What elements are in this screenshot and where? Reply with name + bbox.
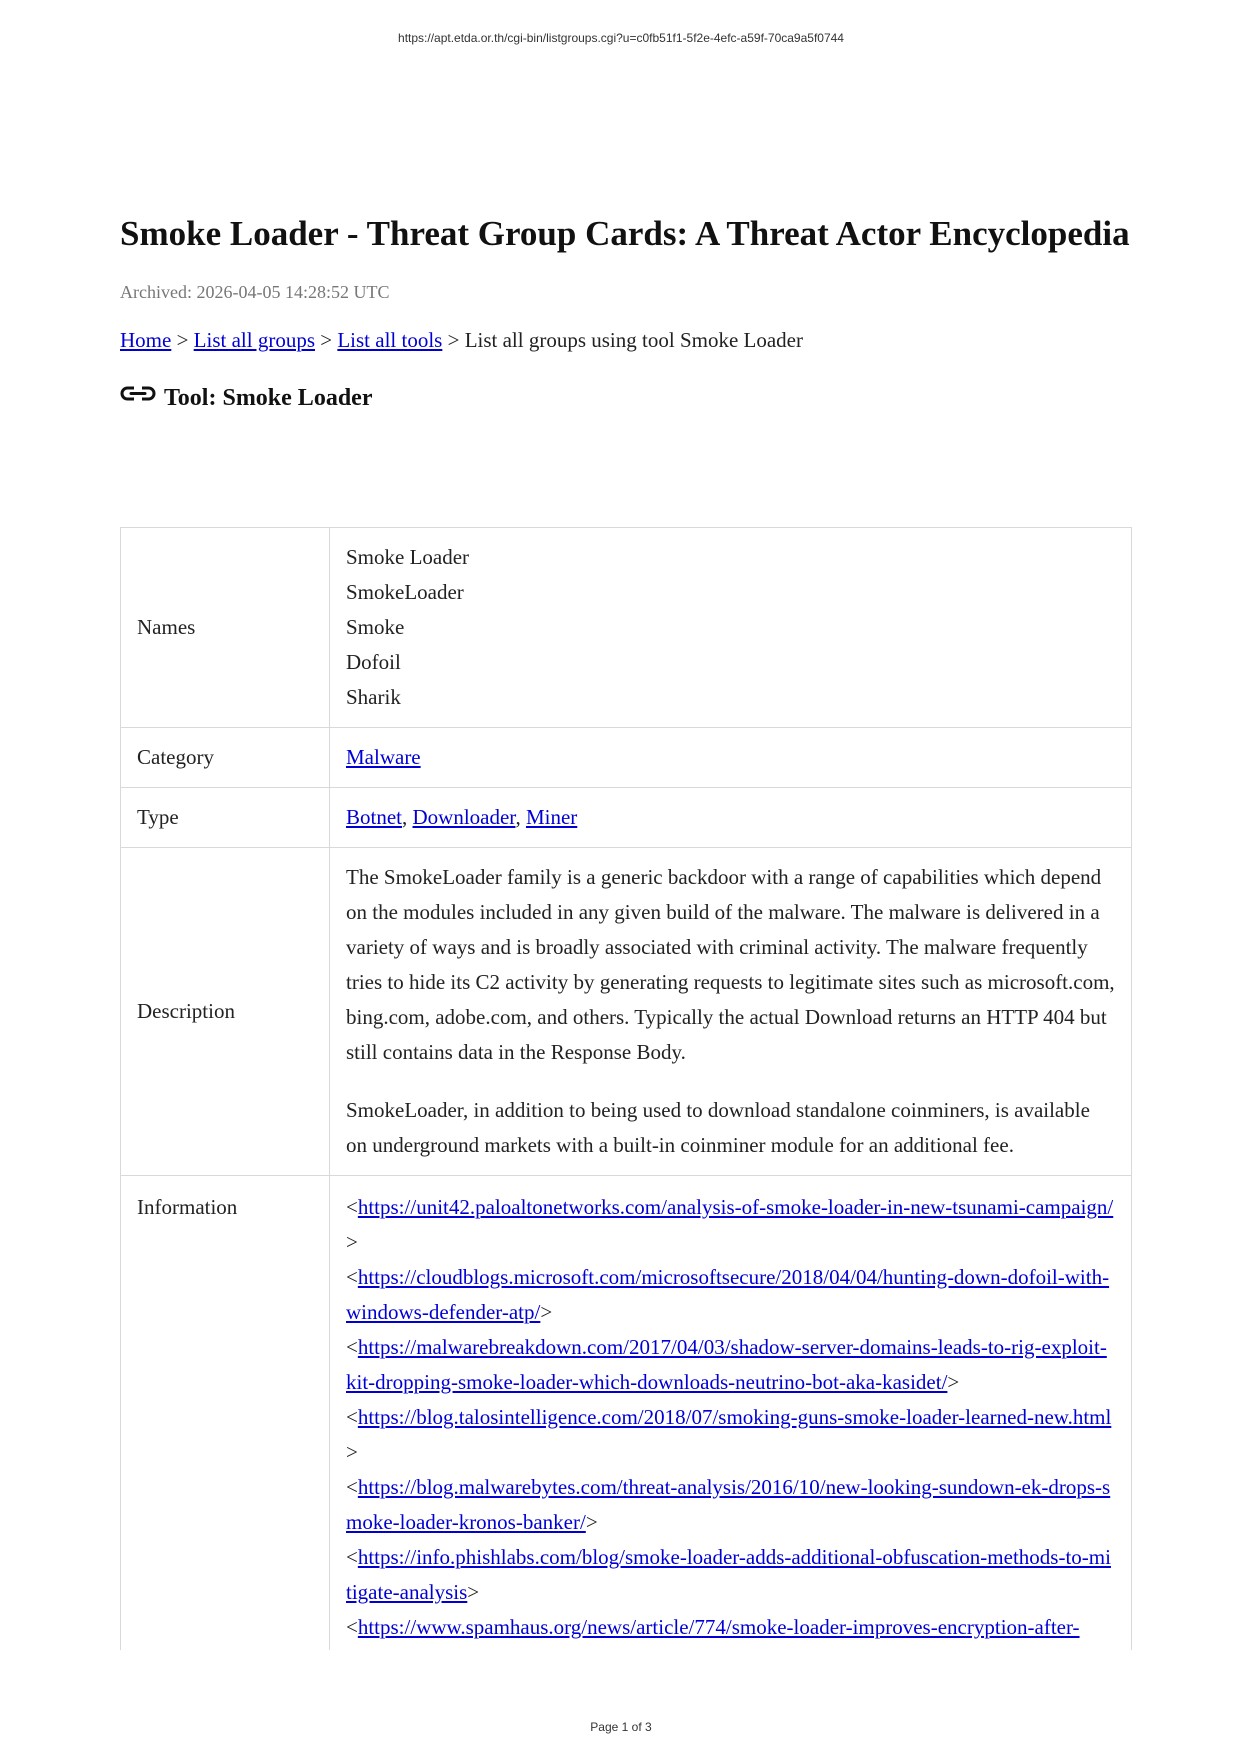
name-item: Sharik [346, 685, 401, 709]
name-item: Smoke [346, 615, 405, 639]
information-label: Information [121, 1176, 330, 1651]
info-link[interactable]: https://blog.malwarebytes.com/threat-analysis/2016/10/new-looking-sundown-ek-drops-smoke-loader-kronos-banker/ [346, 1475, 1111, 1534]
row-category [121, 728, 1131, 788]
bracket: > [346, 1440, 358, 1464]
bracket: < [346, 1475, 358, 1499]
breadcrumb-list-groups-link[interactable]: List all groups [193, 328, 315, 352]
row-names [121, 528, 1131, 728]
info-link[interactable]: https://unit42.paloaltonetworks.com/analysis-of-smoke-loader-in-new-tsunami-campaign/ [357, 1195, 1114, 1219]
info-link[interactable]: https://info.phishlabs.com/blog/smoke-loader-adds-additional-obfuscation-methods-to-mitigate-analysis [346, 1545, 1111, 1604]
breadcrumb-separator: > [320, 328, 333, 352]
info-link[interactable]: https://blog.talosintelligence.com/2018/07/smoking-guns-smoke-loader-learned-new.html [357, 1405, 1112, 1429]
bracket: > [947, 1370, 960, 1394]
archived-timestamp: Archived: 2026-04-05 14:28:52 UTC [120, 282, 390, 302]
page-title: Smoke Loader - Threat Group Cards: A Threat Actor Encyclopedia [120, 214, 1130, 253]
info-link-item [346, 1260, 1115, 1330]
type-downloader-link[interactable]: Downloader [412, 805, 516, 829]
link-icon [120, 382, 156, 406]
page-url: https://apt.etda.or.th/cgi-bin/listgroups.cgi?u=c0fb51f1-5f2e-4efc-a59f-70ca9a5f0744 [398, 31, 844, 45]
row-information [121, 1176, 1131, 1651]
description-label: Description [121, 848, 330, 1176]
tool-card [120, 527, 1132, 1650]
category-value [330, 728, 1132, 788]
category-malware-link[interactable]: Malware [346, 745, 421, 769]
breadcrumb-list-tools-link[interactable]: List all tools [337, 328, 443, 352]
description-paragraph: SmokeLoader, in addition to being used to download standalone coinminers, is available on underground markets with a built-in coinminer module for an additional fee. [346, 1098, 1090, 1157]
breadcrumb-current: List all groups using tool Smoke Loader [464, 328, 803, 352]
bracket: < [346, 1615, 358, 1639]
info-link[interactable]: https://cloudblogs.microsoft.com/microsoftsecure/2018/04/04/hunting-down-dofoil-with-windows-defender-atp/ [346, 1265, 1110, 1324]
description-paragraph: The SmokeLoader family is a generic backdoor with a range of capabilities which depend on the modules included in any given build of the malware. The malware is delivered in a variety of ways and is broadly associated with criminal activity. The malware frequently tries to hide its C2 activity by generating requests to legitimate sites such as microsoft.com, bing.com, adobe.com, and others. Typically the actual Download returns an HTTP 404 but still contains data in the Response Body. [346, 865, 1115, 1064]
tool-table [121, 528, 1131, 1650]
name-item: Dofoil [346, 650, 401, 674]
bracket: > [346, 1230, 358, 1254]
tool-heading [120, 385, 1130, 412]
bracket: > [585, 1510, 598, 1534]
page-footer: Page 1 of 3 [590, 1720, 652, 1734]
bracket: > [467, 1580, 480, 1604]
information-value [330, 1176, 1132, 1651]
info-link[interactable]: https://malwarebreakdown.com/2017/04/03/shadow-server-domains-leads-to-rig-exploit-kit-dropping-smoke-loader-which-downloads-neutrino-bot-aka-kasidet/ [346, 1335, 1107, 1394]
info-link-item [346, 1470, 1115, 1540]
description-value [330, 848, 1132, 1176]
type-separator: , [402, 805, 408, 829]
bracket: < [346, 1195, 358, 1219]
info-link-item [346, 1190, 1115, 1260]
info-link[interactable]: https://www.spamhaus.org/news/article/774/smoke-loader-improves-encryption-after- [357, 1615, 1080, 1639]
names-value [330, 528, 1132, 728]
name-item: Smoke Loader [346, 545, 470, 569]
bracket: < [346, 1335, 358, 1359]
row-type [121, 788, 1131, 848]
type-separator: , [515, 805, 521, 829]
type-botnet-link[interactable]: Botnet [346, 805, 402, 829]
breadcrumb-separator: > [176, 328, 189, 352]
type-label: Type [121, 788, 330, 848]
type-value [330, 788, 1132, 848]
category-label: Category [121, 728, 330, 788]
breadcrumb-home-link[interactable]: Home [120, 328, 172, 352]
info-link-item [346, 1400, 1115, 1470]
name-item: SmokeLoader [346, 580, 464, 604]
breadcrumb [120, 328, 1130, 353]
info-link-item [346, 1540, 1115, 1610]
info-link-item [346, 1330, 1115, 1400]
row-description [121, 848, 1131, 1176]
page-content [120, 205, 1130, 412]
bracket: < [346, 1545, 358, 1569]
bracket: > [540, 1300, 553, 1324]
names-label: Names [121, 528, 330, 728]
bracket: < [346, 1405, 358, 1429]
breadcrumb-separator: > [447, 328, 460, 352]
type-miner-link[interactable]: Miner [525, 805, 578, 829]
info-link-item [346, 1610, 1115, 1645]
bracket: < [346, 1265, 358, 1289]
tool-heading-text: Tool: Smoke Loader [164, 385, 373, 411]
